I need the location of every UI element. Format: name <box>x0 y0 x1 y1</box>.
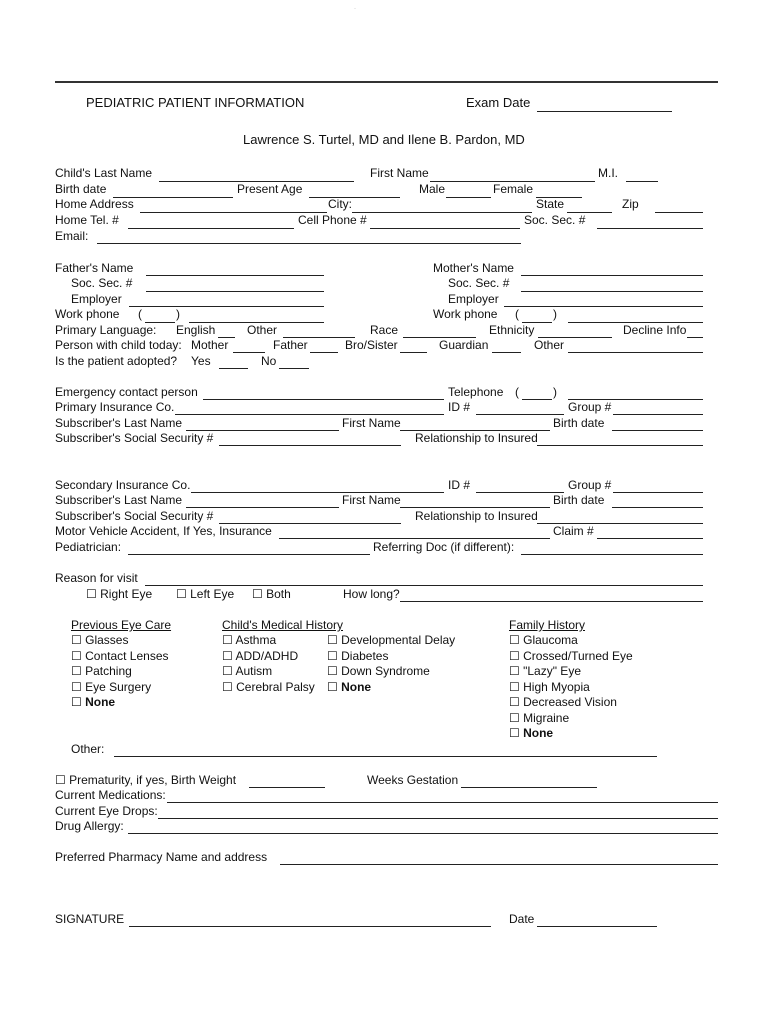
child-medical-item[interactable]: ☐ Diabetes <box>327 649 389 663</box>
email-field[interactable] <box>97 243 521 244</box>
checkbox-icon[interactable]: ☐ <box>222 633 233 647</box>
birth-date-label: Birth date <box>55 182 107 196</box>
history-other-label: Other: <box>71 742 105 756</box>
fathers-name-field[interactable] <box>146 275 324 276</box>
race-label: Race <box>370 323 399 337</box>
primary-subscriber-last-label: Subscriber's Last Name <box>55 416 183 430</box>
ethnicity-label: Ethnicity <box>489 323 535 337</box>
zip-label: Zip <box>622 197 639 211</box>
female-label: Female <box>493 182 534 196</box>
child-medical-item[interactable]: ☐ None <box>327 680 372 694</box>
child-last-name-label: Child's Last Name <box>55 166 152 180</box>
checkbox-icon[interactable]: ☐ <box>327 649 338 663</box>
adopted-yes-label: Yes <box>191 354 211 368</box>
english-label: English <box>176 323 216 337</box>
drug-allergy-label: Drug Allergy: <box>55 819 124 833</box>
mother-soc-sec-field[interactable] <box>521 291 703 292</box>
primary-group-field[interactable] <box>613 414 703 415</box>
prev-eye-care-title: Previous Eye Care <box>71 618 172 632</box>
home-tel-label: Home Tel. # <box>55 213 119 227</box>
current-medications-field[interactable] <box>167 802 718 803</box>
pharmacy-field[interactable] <box>280 864 718 865</box>
emergency-contact-label: Emergency contact person <box>55 385 198 399</box>
child-mi-label: M.I. <box>598 166 618 180</box>
secondary-id-field[interactable] <box>476 492 564 493</box>
emergency-telephone-label: Telephone <box>448 385 504 399</box>
adopted-yes-field[interactable] <box>219 368 248 369</box>
checkbox-icon[interactable]: ☐ <box>327 680 338 694</box>
scan-mark: · <box>354 6 356 12</box>
current-medications-label: Current Medications: <box>55 788 166 802</box>
how-long-label: How long? <box>343 587 400 601</box>
family-history-item[interactable]: ☐ Glaucoma <box>509 633 578 647</box>
home-address-label: Home Address <box>55 197 134 211</box>
mothers-name-label: Mother's Name <box>433 261 514 275</box>
with-guardian-field[interactable] <box>492 352 521 353</box>
secondary-subscriber-ssn-label: Subscriber's Social Security # <box>55 509 214 523</box>
with-other-label: Other <box>534 338 565 352</box>
secondary-subscriber-birth-label: Birth date <box>553 493 605 507</box>
emergency-area-open: ( <box>515 385 519 399</box>
father-employer-label: Employer <box>71 292 122 306</box>
person-with-child-label: Person with child today: <box>55 338 182 352</box>
mva-label: Motor Vehicle Accident, If Yes, Insurance <box>55 524 272 538</box>
signature-date-field[interactable] <box>537 926 657 927</box>
mothers-name-field[interactable] <box>521 275 703 276</box>
prev-eye-care-item[interactable]: ☐ Contact Lenses <box>71 649 169 663</box>
checkbox-icon[interactable]: ☐ <box>176 587 187 601</box>
child-medical-item[interactable]: ☐ Down Syndrome <box>327 664 430 678</box>
father-area-close: ) <box>176 307 180 321</box>
family-history-item[interactable]: ☐ Decreased Vision <box>509 695 617 709</box>
checkbox-icon[interactable]: ☐ <box>71 649 82 663</box>
primary-language-label: Primary Language: <box>55 323 157 337</box>
checkbox-icon[interactable]: ☐ <box>509 680 520 694</box>
history-other-field[interactable] <box>114 756 657 757</box>
claim-label: Claim # <box>553 524 594 538</box>
present-age-field[interactable] <box>309 197 400 198</box>
secondary-subscriber-first-label: First Name <box>342 493 401 507</box>
child-mi-field[interactable] <box>626 181 658 182</box>
checkbox-icon[interactable]: ☐ <box>222 664 233 678</box>
emergency-area-close: ) <box>553 385 557 399</box>
mva-insurance-field[interactable] <box>279 538 550 539</box>
cell-phone-field[interactable] <box>370 228 520 229</box>
reason-for-visit-field[interactable] <box>145 585 703 586</box>
doctors-line: Lawrence S. Turtel, MD and Ilene B. Pardon, MD <box>243 132 525 147</box>
decline-info-label: Decline Info <box>623 323 687 337</box>
signature-date-label: Date <box>509 912 535 926</box>
secondary-insurance-field[interactable] <box>191 492 444 493</box>
secondary-insurance-label: Secondary Insurance Co. <box>55 478 191 492</box>
current-eye-drops-field[interactable] <box>158 818 718 819</box>
prematurity-checkbox[interactable] <box>55 773 236 787</box>
checkbox-icon[interactable]: ☐ <box>509 695 520 709</box>
secondary-group-field[interactable] <box>613 492 703 493</box>
cell-phone-label: Cell Phone # <box>298 213 367 227</box>
prematurity-label: Prematurity, if yes, Birth Weight <box>69 773 237 787</box>
child-medical-item[interactable]: ☐ Asthma <box>222 633 277 647</box>
family-history-item[interactable]: ☐ Migraine <box>509 711 570 725</box>
father-soc-sec-field[interactable] <box>146 291 324 292</box>
primary-group-label: Group # <box>568 400 612 414</box>
checkbox-icon[interactable]: ☐ <box>71 664 82 678</box>
left-eye-label: Left Eye <box>190 587 235 601</box>
father-employer-field[interactable] <box>129 306 324 307</box>
with-bro-sister-field[interactable] <box>400 352 427 353</box>
claim-field[interactable] <box>597 538 703 539</box>
secondary-id-label: ID # <box>448 478 471 492</box>
secondary-subscriber-birth-field[interactable] <box>612 507 703 508</box>
mother-soc-sec-label: Soc. Sec. # <box>448 276 510 290</box>
secondary-relationship-label: Relationship to Insured <box>415 509 538 523</box>
checkbox-icon[interactable]: ☐ <box>222 649 233 663</box>
mother-area-close: ) <box>553 307 557 321</box>
mother-employer-label: Employer <box>448 292 499 306</box>
checkbox-icon[interactable]: ☐ <box>55 773 66 787</box>
with-father-field[interactable] <box>310 352 338 353</box>
fathers-name-label: Father's Name <box>55 261 134 275</box>
family-history-item[interactable]: ☐ None <box>509 726 554 740</box>
child-first-name-label: First Name <box>370 166 429 180</box>
checkbox-icon[interactable]: ☐ <box>222 680 233 694</box>
signature-field[interactable] <box>129 926 491 927</box>
primary-id-field[interactable] <box>476 414 564 415</box>
right-eye-checkbox[interactable] <box>86 587 152 601</box>
secondary-subscriber-last-field[interactable] <box>186 507 339 508</box>
emergency-area-code-field[interactable] <box>522 399 552 400</box>
language-other-label: Other <box>247 323 278 337</box>
mother-employer-field[interactable] <box>504 306 703 307</box>
primary-insurance-field[interactable] <box>175 414 444 415</box>
checkbox-icon[interactable]: ☐ <box>86 587 97 601</box>
exam-date-label: Exam Date <box>466 95 531 110</box>
primary-relationship-field[interactable] <box>537 445 703 446</box>
checkbox-icon[interactable]: ☐ <box>71 695 82 709</box>
child-medical-item[interactable]: ☐ ADD/ADHD <box>222 649 299 663</box>
family-history-item[interactable]: ☐ "Lazy" Eye <box>509 664 581 678</box>
referring-doc-field[interactable] <box>521 554 703 555</box>
family-history-title: Family History <box>509 618 586 632</box>
child-soc-sec-field[interactable] <box>597 228 703 229</box>
home-tel-field[interactable] <box>128 228 294 229</box>
how-long-field[interactable] <box>400 601 703 602</box>
primary-insurance-label: Primary Insurance Co. <box>55 400 175 414</box>
child-medical-item[interactable]: ☐ Cerebral Palsy <box>222 680 315 694</box>
birth-weight-field[interactable] <box>249 787 325 788</box>
primary-subscriber-birth-label: Birth date <box>553 416 605 430</box>
referring-doc-label: Referring Doc (if different): <box>373 540 515 554</box>
primary-subscriber-birth-field[interactable] <box>612 430 703 431</box>
right-eye-label: Right Eye <box>100 587 153 601</box>
checkbox-icon[interactable]: ☐ <box>71 633 82 647</box>
weeks-gestation-field[interactable] <box>461 787 597 788</box>
checkbox-icon[interactable]: ☐ <box>509 711 520 725</box>
left-eye-checkbox[interactable] <box>176 587 234 601</box>
secondary-subscriber-first-field[interactable] <box>400 507 550 508</box>
both-eyes-checkbox[interactable] <box>252 587 291 601</box>
with-mother-label: Mother <box>191 338 229 352</box>
mother-area-open: ( <box>515 307 519 321</box>
prev-eye-care-item[interactable]: ☐ Glasses <box>71 633 129 647</box>
with-other-field[interactable] <box>568 352 703 353</box>
top-rule <box>55 81 718 83</box>
checkbox-icon[interactable]: ☐ <box>252 587 263 601</box>
secondary-subscriber-last-label: Subscriber's Last Name <box>55 493 183 507</box>
checkbox-icon[interactable]: ☐ <box>509 726 520 740</box>
mother-work-phone-label: Work phone <box>433 307 498 321</box>
family-history-item[interactable]: ☐ Crossed/Turned Eye <box>509 649 633 663</box>
drug-allergy-field[interactable] <box>128 833 718 834</box>
reason-for-visit-label: Reason for visit <box>55 571 138 585</box>
adopted-label: Is the patient adopted? <box>55 354 178 368</box>
father-work-phone-label: Work phone <box>55 307 120 321</box>
exam-date-field[interactable] <box>537 111 672 112</box>
emergency-contact-field[interactable] <box>203 399 444 400</box>
adopted-no-label: No <box>261 354 277 368</box>
checkbox-icon[interactable]: ☐ <box>327 633 338 647</box>
checkbox-icon[interactable]: ☐ <box>509 664 520 678</box>
primary-subscriber-ssn-field[interactable] <box>219 445 401 446</box>
primary-subscriber-first-label: First Name <box>342 416 401 430</box>
primary-subscriber-ssn-label: Subscriber's Social Security # <box>55 431 214 445</box>
adopted-no-field[interactable] <box>279 368 309 369</box>
father-area-open: ( <box>138 307 142 321</box>
prev-eye-care-item[interactable]: ☐ None <box>71 695 116 709</box>
with-guardian-label: Guardian <box>439 338 489 352</box>
checkbox-icon[interactable]: ☐ <box>327 664 338 678</box>
city-field[interactable] <box>352 212 532 213</box>
primary-id-label: ID # <box>448 400 471 414</box>
pediatrician-label: Pediatrician: <box>55 540 122 554</box>
weeks-gestation-label: Weeks Gestation <box>367 773 459 787</box>
child-soc-sec-label: Soc. Sec. # <box>524 213 586 227</box>
zip-field[interactable] <box>655 212 703 213</box>
primary-relationship-label: Relationship to Insured <box>415 431 538 445</box>
decline-info-field[interactable] <box>687 337 703 338</box>
checkbox-icon[interactable]: ☐ <box>71 680 82 694</box>
father-soc-sec-label: Soc. Sec. # <box>71 276 133 290</box>
male-label: Male <box>419 182 446 196</box>
family-history-item[interactable]: ☐ High Myopia <box>509 680 590 694</box>
child-medical-item[interactable]: ☐ Autism <box>222 664 273 678</box>
child-medical-item[interactable]: ☐ Developmental Delay <box>327 633 456 647</box>
city-label: City: <box>328 197 352 211</box>
pharmacy-label: Preferred Pharmacy Name and address <box>55 850 268 864</box>
form-title: PEDIATRIC PATIENT INFORMATION <box>86 95 305 110</box>
child-medical-title: Child's Medical History <box>222 618 343 632</box>
present-age-label: Present Age <box>237 182 303 196</box>
pediatrician-field[interactable] <box>128 554 370 555</box>
email-label: Email: <box>55 229 89 243</box>
prev-eye-care-item[interactable]: ☐ Eye Surgery <box>71 680 152 694</box>
secondary-group-label: Group # <box>568 478 612 492</box>
male-field[interactable] <box>446 197 491 198</box>
prev-eye-care-item[interactable]: ☐ Patching <box>71 664 132 678</box>
signature-label: SIGNATURE <box>55 912 125 926</box>
with-mother-field[interactable] <box>233 352 265 353</box>
with-bro-sister-label: Bro/Sister <box>345 338 398 352</box>
both-eyes-label: Both <box>266 587 291 601</box>
checkbox-icon[interactable]: ☐ <box>509 633 520 647</box>
checkbox-icon[interactable]: ☐ <box>509 649 520 663</box>
current-eye-drops-label: Current Eye Drops: <box>55 804 158 818</box>
with-father-label: Father <box>273 338 308 352</box>
state-label: State <box>536 197 565 211</box>
